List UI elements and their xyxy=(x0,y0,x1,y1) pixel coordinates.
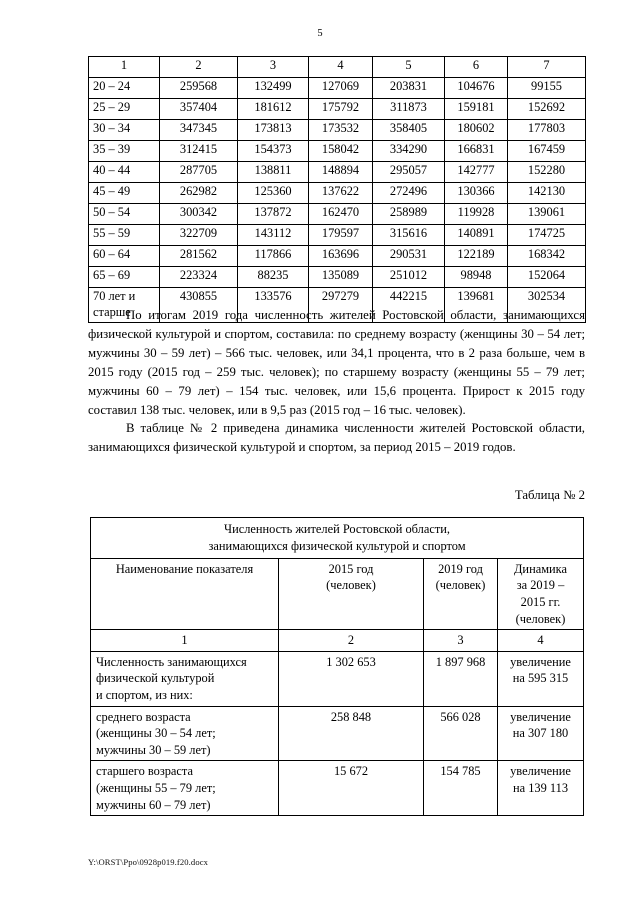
header-year-2015: 2015 год (человек) xyxy=(279,558,424,629)
header-year-2019: 2019 год (человек) xyxy=(424,558,498,629)
cell-value: 287705 xyxy=(160,162,238,183)
column-number-5: 5 xyxy=(373,57,445,78)
table-row xyxy=(89,162,586,183)
table-row xyxy=(89,99,586,120)
cell-value: 281562 xyxy=(160,246,238,267)
cell-value: 347345 xyxy=(160,120,238,141)
value-dynamics: увеличение на 139 113 xyxy=(498,761,584,816)
cell-value: 181612 xyxy=(238,99,309,120)
cell-value: 295057 xyxy=(373,162,445,183)
table-row xyxy=(91,651,584,706)
cell-value: 173813 xyxy=(238,120,309,141)
table-row xyxy=(91,761,584,816)
age-group-label: 35 – 39 xyxy=(89,141,160,162)
cell-value: 142130 xyxy=(508,183,586,204)
indicator-label: старшего возраста (женщины 55 – 79 лет; мужчины 60 – 79 лет) xyxy=(91,761,279,816)
cell-value: 137622 xyxy=(309,183,373,204)
paragraph-summary-2019: По итогам 2019 года численность жителей Ростовской области, занимающихся физической культурой и спортом, составила: по среднему возрасту (женщины 30 – 54 лет; мужчины 30 – 59 лет) – 566 тыс. человек, или 34,1 процента, что в 2 раза больше, чем в 2015 году (2015 год – 259 тыс. человек); по старшему возрасту (женщины 55 – 79 лет; мужчины 60 – 79 лет) – 154 тыс. человек, или 15,6 процента. Прирост к 2015 году составил 138 тыс. человек, или в 9,5 раз (2015 год – 16 тыс. человек). xyxy=(88,308,585,417)
column-number-3: 3 xyxy=(424,630,498,652)
cell-value: 272496 xyxy=(373,183,445,204)
cell-value: 173532 xyxy=(309,120,373,141)
table-row xyxy=(89,141,586,162)
cell-value: 357404 xyxy=(160,99,238,120)
cell-value: 290531 xyxy=(373,246,445,267)
cell-value: 158042 xyxy=(309,141,373,162)
column-number-4: 4 xyxy=(498,630,584,652)
cell-value: 358405 xyxy=(373,120,445,141)
age-group-label: 40 – 44 xyxy=(89,162,160,183)
cell-value: 125360 xyxy=(238,183,309,204)
cell-value: 167459 xyxy=(508,141,586,162)
column-number-2: 2 xyxy=(160,57,238,78)
cell-value: 152064 xyxy=(508,267,586,288)
age-group-label: 45 – 49 xyxy=(89,183,160,204)
cell-value: 127069 xyxy=(309,78,373,99)
cell-value: 143112 xyxy=(238,225,309,246)
value-2015: 258 848 xyxy=(279,706,424,761)
table2-title-row xyxy=(91,518,584,559)
age-group-label: 65 – 69 xyxy=(89,267,160,288)
table-row xyxy=(89,204,586,225)
table-header-numbers-row xyxy=(89,57,586,78)
cell-value: 430855 xyxy=(160,288,238,323)
cell-value: 334290 xyxy=(373,141,445,162)
age-group-label: 70 лет и старше xyxy=(89,288,160,323)
dynamics-table-body xyxy=(91,518,584,816)
cell-value: 223324 xyxy=(160,267,238,288)
age-group-label: 50 – 54 xyxy=(89,204,160,225)
cell-value: 148894 xyxy=(309,162,373,183)
table-row xyxy=(89,183,586,204)
cell-value: 152280 xyxy=(508,162,586,183)
table-row xyxy=(89,78,586,99)
indicator-label: среднего возраста (женщины 30 – 54 лет; мужчины 30 – 59 лет) xyxy=(91,706,279,761)
value-dynamics: увеличение на 595 315 xyxy=(498,651,584,706)
table2-caption: Таблица № 2 xyxy=(514,488,585,502)
cell-value: 297279 xyxy=(309,288,373,323)
age-group-label: 20 – 24 xyxy=(89,78,160,99)
table2-column-numbers-row xyxy=(91,630,584,652)
column-number-1: 1 xyxy=(91,630,279,652)
cell-value: 302534 xyxy=(508,288,586,323)
cell-value: 312415 xyxy=(160,141,238,162)
cell-value: 311873 xyxy=(373,99,445,120)
table-row xyxy=(89,246,586,267)
cell-value: 251012 xyxy=(373,267,445,288)
cell-value: 259568 xyxy=(160,78,238,99)
cell-value: 133576 xyxy=(238,288,309,323)
cell-value: 135089 xyxy=(309,267,373,288)
cell-value: 142777 xyxy=(445,162,508,183)
value-2019: 1 897 968 xyxy=(424,651,498,706)
cell-value: 163696 xyxy=(309,246,373,267)
age-group-label: 30 – 34 xyxy=(89,120,160,141)
value-2015: 1 302 653 xyxy=(279,651,424,706)
age-group-label: 55 – 59 xyxy=(89,225,160,246)
cell-value: 203831 xyxy=(373,78,445,99)
indicator-label: Численность занимающихся физической культурой и спортом, из них: xyxy=(91,651,279,706)
table2-header-row xyxy=(91,558,584,629)
cell-value: 130366 xyxy=(445,183,508,204)
cell-value: 159181 xyxy=(445,99,508,120)
cell-value: 139681 xyxy=(445,288,508,323)
cell-value: 315616 xyxy=(373,225,445,246)
cell-value: 139061 xyxy=(508,204,586,225)
body-text-block xyxy=(88,306,585,457)
header-indicator-name: Наименование показателя xyxy=(91,558,279,629)
cell-value: 262982 xyxy=(160,183,238,204)
table-row xyxy=(89,267,586,288)
cell-value: 258989 xyxy=(373,204,445,225)
age-group-label: 25 – 29 xyxy=(89,99,160,120)
cell-value: 122189 xyxy=(445,246,508,267)
column-number-4: 4 xyxy=(309,57,373,78)
cell-value: 99155 xyxy=(508,78,586,99)
dynamics-table xyxy=(90,517,584,816)
column-number-6: 6 xyxy=(445,57,508,78)
value-2019: 566 028 xyxy=(424,706,498,761)
page-number: 5 xyxy=(317,28,323,39)
cell-value: 300342 xyxy=(160,204,238,225)
cell-value: 322709 xyxy=(160,225,238,246)
age-group-label: 60 – 64 xyxy=(89,246,160,267)
cell-value: 137872 xyxy=(238,204,309,225)
column-number-2: 2 xyxy=(279,630,424,652)
column-number-1: 1 xyxy=(89,57,160,78)
cell-value: 177803 xyxy=(508,120,586,141)
value-2019: 154 785 xyxy=(424,761,498,816)
cell-value: 138811 xyxy=(238,162,309,183)
table-row xyxy=(89,120,586,141)
cell-value: 154373 xyxy=(238,141,309,162)
table-row xyxy=(91,706,584,761)
paragraph-table2-intro: В таблице № 2 приведена динамика численности жителей Ростовской области, занимающихся физической культурой и спортом, за период 2015 – 2019 годов. xyxy=(88,421,585,455)
cell-value: 168342 xyxy=(508,246,586,267)
cell-value: 442215 xyxy=(373,288,445,323)
footer-file-path: Y:\ORST\Ppo\0928p019.f20.docx xyxy=(88,857,209,867)
cell-value: 88235 xyxy=(238,267,309,288)
column-number-7: 7 xyxy=(508,57,586,78)
cell-value: 140891 xyxy=(445,225,508,246)
cell-value: 162470 xyxy=(309,204,373,225)
cell-value: 132499 xyxy=(238,78,309,99)
age-distribution-table-body xyxy=(89,57,586,323)
cell-value: 174725 xyxy=(508,225,586,246)
table2-title: Численность жителей Ростовской области, занимающихся физической культурой и спортом xyxy=(91,518,584,559)
cell-value: 179597 xyxy=(309,225,373,246)
cell-value: 98948 xyxy=(445,267,508,288)
value-dynamics: увеличение на 307 180 xyxy=(498,706,584,761)
value-2015: 15 672 xyxy=(279,761,424,816)
cell-value: 166831 xyxy=(445,141,508,162)
column-number-3: 3 xyxy=(238,57,309,78)
cell-value: 119928 xyxy=(445,204,508,225)
cell-value: 180602 xyxy=(445,120,508,141)
age-distribution-table xyxy=(88,56,586,323)
cell-value: 117866 xyxy=(238,246,309,267)
cell-value: 152692 xyxy=(508,99,586,120)
table-row xyxy=(89,225,586,246)
header-dynamics: Динамика за 2019 – 2015 гг. (человек) xyxy=(498,558,584,629)
cell-value: 175792 xyxy=(309,99,373,120)
cell-value: 104676 xyxy=(445,78,508,99)
